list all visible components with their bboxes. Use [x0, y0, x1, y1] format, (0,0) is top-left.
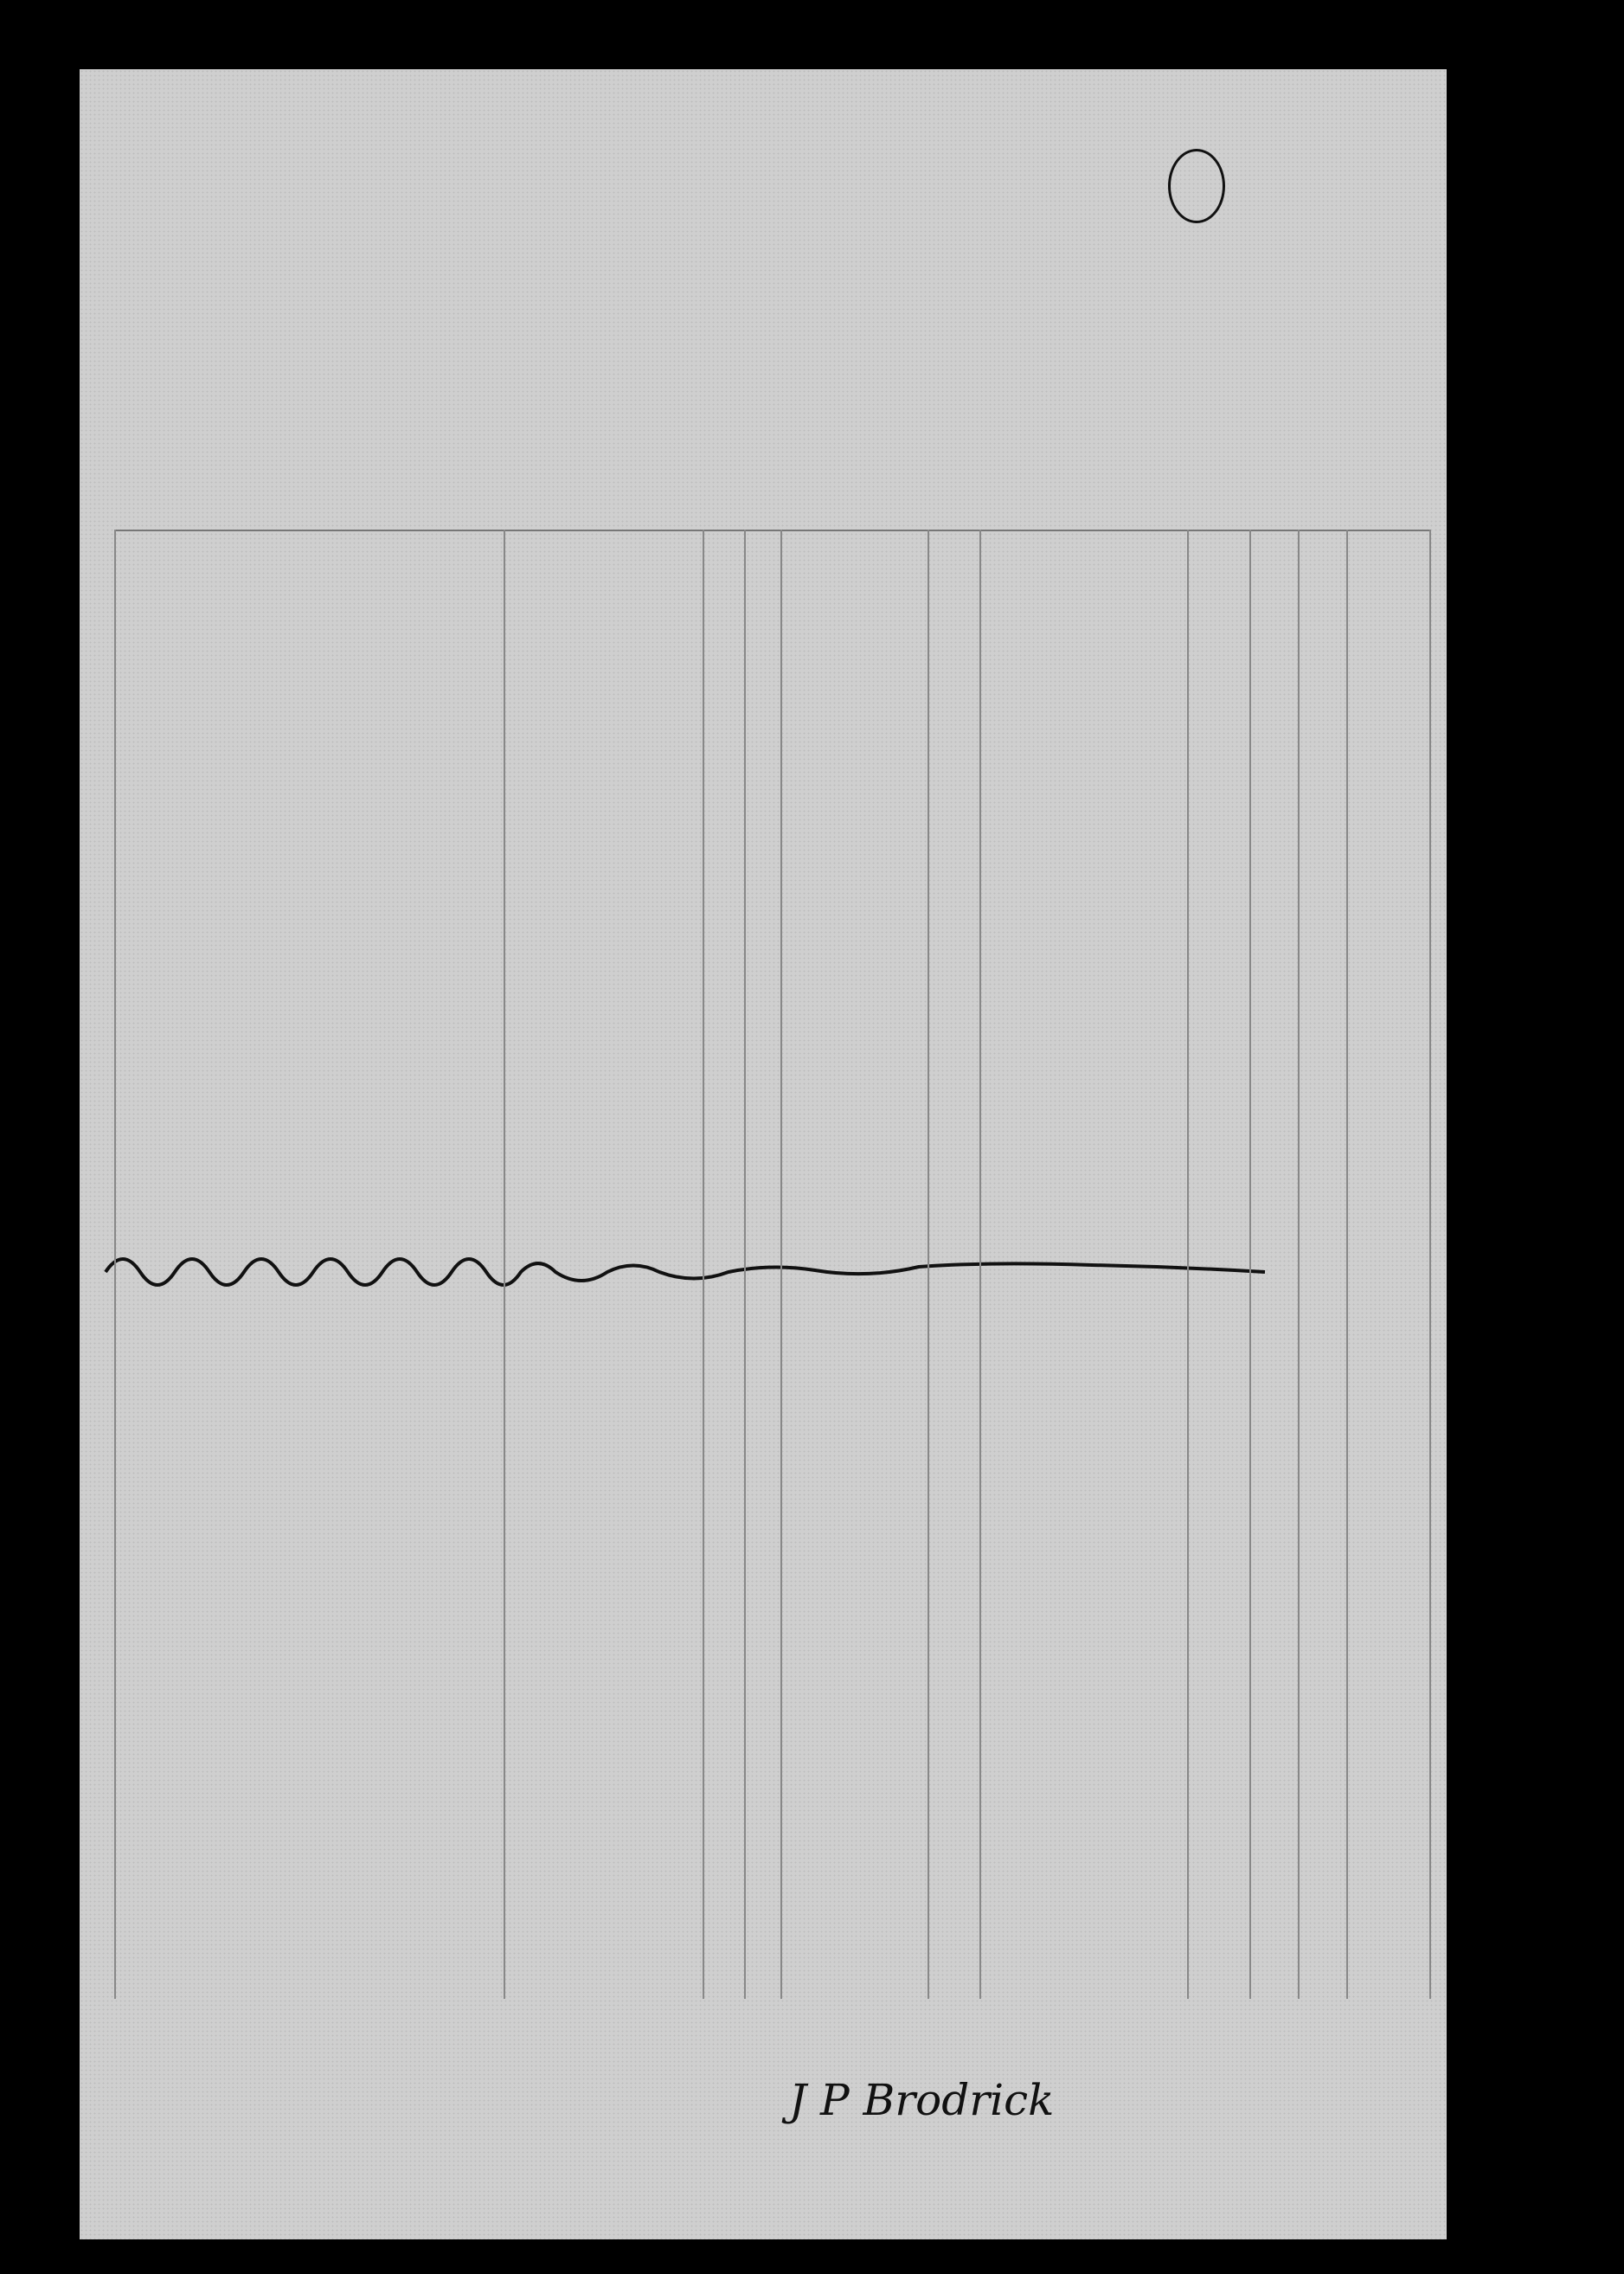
- page-mark-circle: [1168, 149, 1225, 223]
- manifest-page: [80, 69, 1447, 2239]
- inspector-signature: J P Brodrick: [789, 2075, 1055, 2125]
- column-rule: [114, 530, 116, 1999]
- column-rule: [1429, 530, 1431, 1999]
- column-rule: [979, 530, 981, 1999]
- column-rule: [1249, 530, 1251, 1999]
- header-divider: [114, 530, 1429, 531]
- column-rule: [703, 530, 704, 1999]
- column-rule: [744, 530, 746, 1999]
- column-rule: [504, 530, 505, 1999]
- column-rule: [928, 530, 929, 1999]
- strike-out-scribble: [97, 1229, 1447, 1307]
- column-rule: [780, 530, 782, 1999]
- column-rule: [1346, 530, 1348, 1999]
- column-rule: [1187, 530, 1189, 1999]
- column-rule: [1298, 530, 1300, 1999]
